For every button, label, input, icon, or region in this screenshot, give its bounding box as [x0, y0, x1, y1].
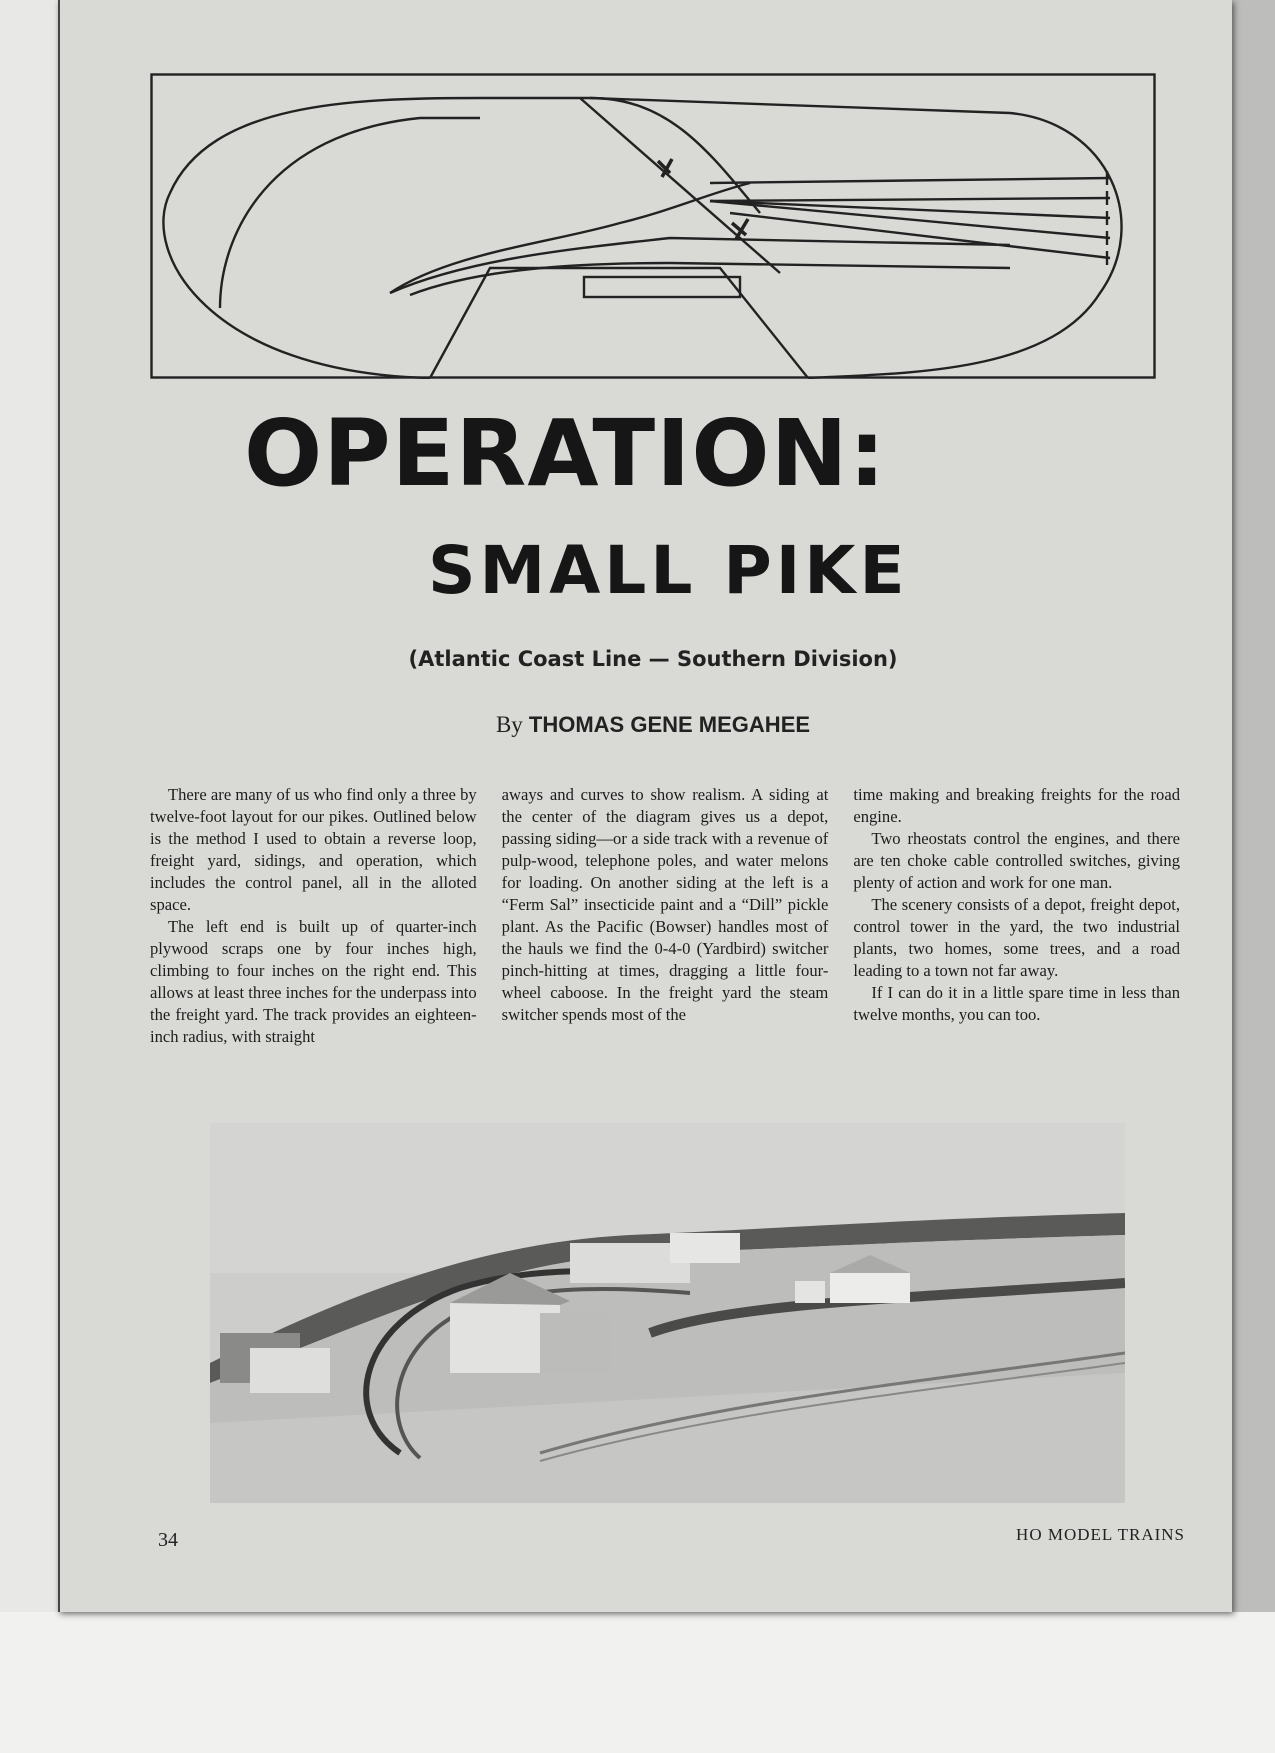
column-3	[853, 784, 1180, 1048]
article-body	[150, 784, 1180, 1048]
column-2	[502, 784, 829, 1048]
byline	[150, 712, 1156, 738]
paragraph: If I can do it in a little spare time in less than twelve months, you can too.	[853, 983, 1181, 1024]
running-title: HO MODEL TRAINS	[1016, 1525, 1185, 1544]
division-heading: (Atlantic Coast Line — Southern Division)	[408, 647, 898, 671]
byline-prefix: By	[495, 712, 523, 737]
next-page-edge	[1230, 0, 1275, 1612]
layout-photograph	[210, 1123, 1125, 1503]
article-subtitle: SMALL PIKE	[428, 532, 909, 609]
paragraph: The scenery consists of a depot, freight depot, control tower in the yard, the two industrial plants, two homes, some trees, and a road leading to a town not far away.	[853, 895, 1181, 980]
article-title: OPERATION:	[244, 400, 887, 507]
author-name: THOMAS GENE MEGAHEE	[528, 712, 811, 737]
paragraph: Two rheostats control the engines, and there are ten choke cable controlled switches, giving plenty of action and work for one man.	[853, 829, 1181, 892]
paragraph: There are many of us who find only a three by twelve-foot layout for our pikes. Outlined below is the method I used to obtain a reverse loop, freight yard, sidings, and operation, which includes the control panel, all in the alloted space.	[150, 785, 477, 914]
track-plan-diagram	[150, 73, 1156, 379]
paragraph: The left end is built up of quarter-inch plywood scraps one by four inches high, climbing to four inches on the right end. This allows at least three inches for the underpass into the freight yard. The track provides an eighteen-inch radius, with straight	[150, 917, 477, 1046]
paragraph: time making and breaking freights for the road engine.	[853, 785, 1181, 826]
page-number: 34	[158, 1529, 178, 1551]
scanner-background	[0, 1612, 1275, 1753]
paragraph: aways and curves to show realism. A siding at the center of the diagram gives us a depot, passing siding—or a side track with a revenue of pulp-wood, telephone poles, and water melons for loading. On another siding at the left is a “Ferm Sal” insecticide paint and a “Dill” pickle plant. As the Pacific (Bowser) handles most of the hauls we find the 0-4-0 (Yardbird) switcher pinch-hitting at times, dragging a little four-wheel caboose. In the freight yard the steam switcher spends most of the	[501, 785, 829, 1024]
column-1	[150, 784, 477, 1048]
